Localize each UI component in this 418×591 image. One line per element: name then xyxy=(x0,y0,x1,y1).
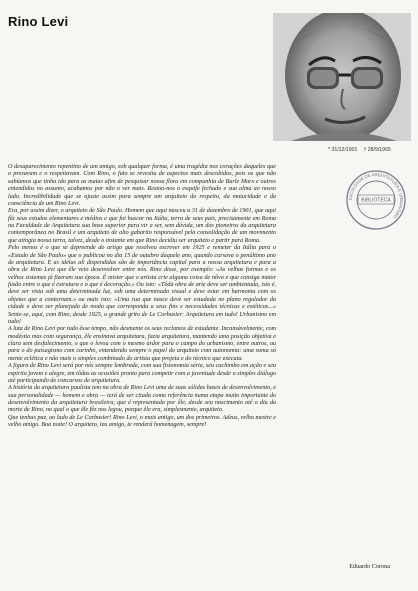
library-stamp xyxy=(344,168,408,232)
article-title: Rino Levi xyxy=(8,14,69,29)
life-dates-caption xyxy=(322,147,391,153)
author-signature: Eduardo Corona xyxy=(349,563,390,570)
portrait-illustration xyxy=(273,13,411,141)
paragraph-7: Que tenhas paz, ao lado de Le Corbusier! Rino Levi, o mais antigo, um dos primeiros. Adeus, velho mestre e velho amigo. Boa noite! O arquiteto, teu amigo, te renderá homenagem, sempre! xyxy=(8,414,276,429)
paragraph-5: A figura de Rino Levi será por nós sempre lembrada, com sua fisionomia séria, seu cachimbo em ação e seu espírito jovem e alegre, em tôdas as ocasiões pronto para competir com a juventude desde o simples diálogo até participando de concursos de arquitetura. xyxy=(8,363,276,384)
portrait-photo xyxy=(273,13,411,141)
paragraph-4: A luta de Rino Levi por tudo êsse tempo, não desmente os seus reclamos de estudante. Incansàvelmente, com modéstia mas com segurança, êle ensinava arquitetura, fazia arquitetura, mantendo uma posição objetiva e clara sem desfalecimento, o que o levou com o mesmo ardor para o campo do urbanismo, entre outros, ou para o do paisagismo com carinho, entendendo sempre o papel do arquiteto com autonomia: uma soma só mente eclética e não mais o simples combinado do artista que projeta e do técnico que executa. xyxy=(8,326,276,362)
stamp-arc-text: FACULDADE DE ARQUITETURA E URBANISMO xyxy=(347,171,405,220)
article-body xyxy=(8,164,276,430)
paragraph-3: Pelo menos é o que se depreende do artigo que resolveu escrever em 1925 e remeter da Itália para o «Estado de São Paulo» que o publicou no dia 15 de outubro daquele ano, quando cursava o penúltimo ano de arquitetura. E as idéias ali dispendidas são de importância capital para a nossa arquitetura e para a obra de Rino Levi que êle veio desenvolver entre nós. Rino disse, por exemplo: «As velhas formas e os velhos sistemas já fizeram sua época. É mister que o artista crie alguma coisa de nôvo e que consiga maior fusão entre o que é estrutura e o que é decoração.» Ou isto: «Tôda obra de arte deve ser ambientada, isto é, deve ser vista sob uma determinada luz, sob uma determinada visual e deve estar em harmonia com os objetos que a contornam.» ou mais isto: «Uma rua que nasce deve ser estudada no plano regulador da cidade e deve ser planejada de modo que corresponda a seus fins e necessidades técnicas e estéticas...» Sente-se, aqui, com Rino, desde 1925, o grande grito de Le Corbusier: Arquitetura em tudo! Urbanismo em tudo! xyxy=(8,245,276,325)
death-date: † 28/9/1965 xyxy=(363,147,391,153)
birth-date: * 31/12/1901 xyxy=(328,147,358,153)
stamp-center-text: BIBLIOTECA xyxy=(361,197,391,204)
paragraph-6: A história da arquitetura paulista tem na obra de Rino Levi uma de suas sólidas bases de desenvolvimento, e sua personalidade — homem e obra — terá de ser citada como referência numa etapa muito importante do desenvolvimento da arquitetura brasileira, que é representada por êle, desde seu nascimento até o dia da morte de Rino, no qual o que êle fêz nos legou, porque êle era, simplesmente, arquiteto. xyxy=(8,385,276,414)
paragraph-1: O desaparecimento repentino de um amigo, sob qualquer forma, é uma tragédia nos corações daqueles que o prezavam e o respeitavam. Com Rino, o fato se revestiu de aspectos mais descobidos, pois os que não sabíamos que tinha ido para as matas afim de pesquisar nossa flora em companhia de Burle Marx e outros entendidos no assunto, acabamos por não o ver mais. Restou-nos o esquife fechado e sua alma ao nosso lado. Incredibilidade que se ajuste assim para sempre um arquiteto do respeito, da maturidade e da consciência de um Rino Levi. xyxy=(8,164,276,207)
paragraph-2: Era, por assim dizer, o arquiteto de São Paulo. Homem que aqui nasceu a 31 de dezembro de 1901, que aqui fêz seus estudos elementares e médios e que foi buscar na Itália, terra de seus pais, precisamente em Roma na Faculdade de Arquitetura sua base superior para vir a ser, sem dúvida, um dos pioneiros da arquitetura contemporânea no Brasil e um arquiteto de alto gabarito responsável pela consolidação de um movimento que atingia nossa terra, talvez, desde o instante em que Rino decidiu ser arquiteto e partir para Roma. xyxy=(8,208,276,244)
